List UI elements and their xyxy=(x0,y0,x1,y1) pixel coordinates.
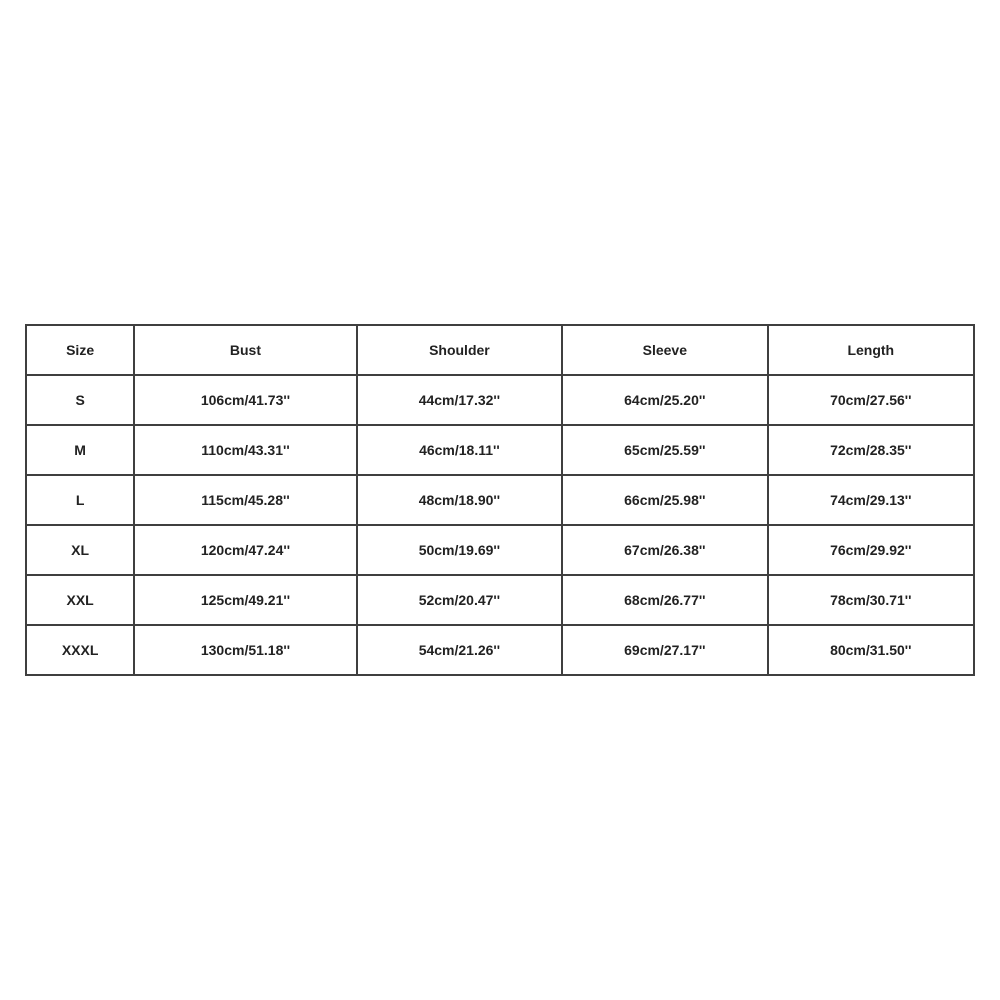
cell-shoulder: 44cm/17.32'' xyxy=(357,375,562,425)
header-bust: Bust xyxy=(134,325,356,375)
cell-length: 72cm/28.35'' xyxy=(768,425,974,475)
header-row xyxy=(26,325,974,375)
cell-bust: 115cm/45.28'' xyxy=(134,475,356,525)
header-length: Length xyxy=(768,325,974,375)
table-row xyxy=(26,525,974,575)
size-chart-header xyxy=(26,325,974,375)
cell-size: M xyxy=(26,425,134,475)
header-sleeve: Sleeve xyxy=(562,325,767,375)
header-shoulder: Shoulder xyxy=(357,325,562,375)
table-row xyxy=(26,575,974,625)
cell-length: 78cm/30.71'' xyxy=(768,575,974,625)
cell-size: XL xyxy=(26,525,134,575)
cell-sleeve: 67cm/26.38'' xyxy=(562,525,767,575)
cell-shoulder: 54cm/21.26'' xyxy=(357,625,562,675)
cell-bust: 110cm/43.31'' xyxy=(134,425,356,475)
cell-bust: 130cm/51.18'' xyxy=(134,625,356,675)
cell-sleeve: 68cm/26.77'' xyxy=(562,575,767,625)
table-row xyxy=(26,375,974,425)
cell-length: 70cm/27.56'' xyxy=(768,375,974,425)
cell-size: XXL xyxy=(26,575,134,625)
cell-sleeve: 66cm/25.98'' xyxy=(562,475,767,525)
cell-shoulder: 52cm/20.47'' xyxy=(357,575,562,625)
table-row xyxy=(26,425,974,475)
cell-shoulder: 50cm/19.69'' xyxy=(357,525,562,575)
cell-shoulder: 48cm/18.90'' xyxy=(357,475,562,525)
cell-shoulder: 46cm/18.11'' xyxy=(357,425,562,475)
cell-length: 76cm/29.92'' xyxy=(768,525,974,575)
cell-sleeve: 65cm/25.59'' xyxy=(562,425,767,475)
cell-bust: 125cm/49.21'' xyxy=(134,575,356,625)
cell-bust: 120cm/47.24'' xyxy=(134,525,356,575)
cell-length: 74cm/29.13'' xyxy=(768,475,974,525)
cell-size: S xyxy=(26,375,134,425)
cell-bust: 106cm/41.73'' xyxy=(134,375,356,425)
table-row xyxy=(26,475,974,525)
cell-size: XXXL xyxy=(26,625,134,675)
cell-sleeve: 64cm/25.20'' xyxy=(562,375,767,425)
header-size: Size xyxy=(26,325,134,375)
size-chart-body xyxy=(26,375,974,675)
cell-sleeve: 69cm/27.17'' xyxy=(562,625,767,675)
size-chart-table xyxy=(25,324,975,676)
table-row xyxy=(26,625,974,675)
cell-size: L xyxy=(26,475,134,525)
cell-length: 80cm/31.50'' xyxy=(768,625,974,675)
